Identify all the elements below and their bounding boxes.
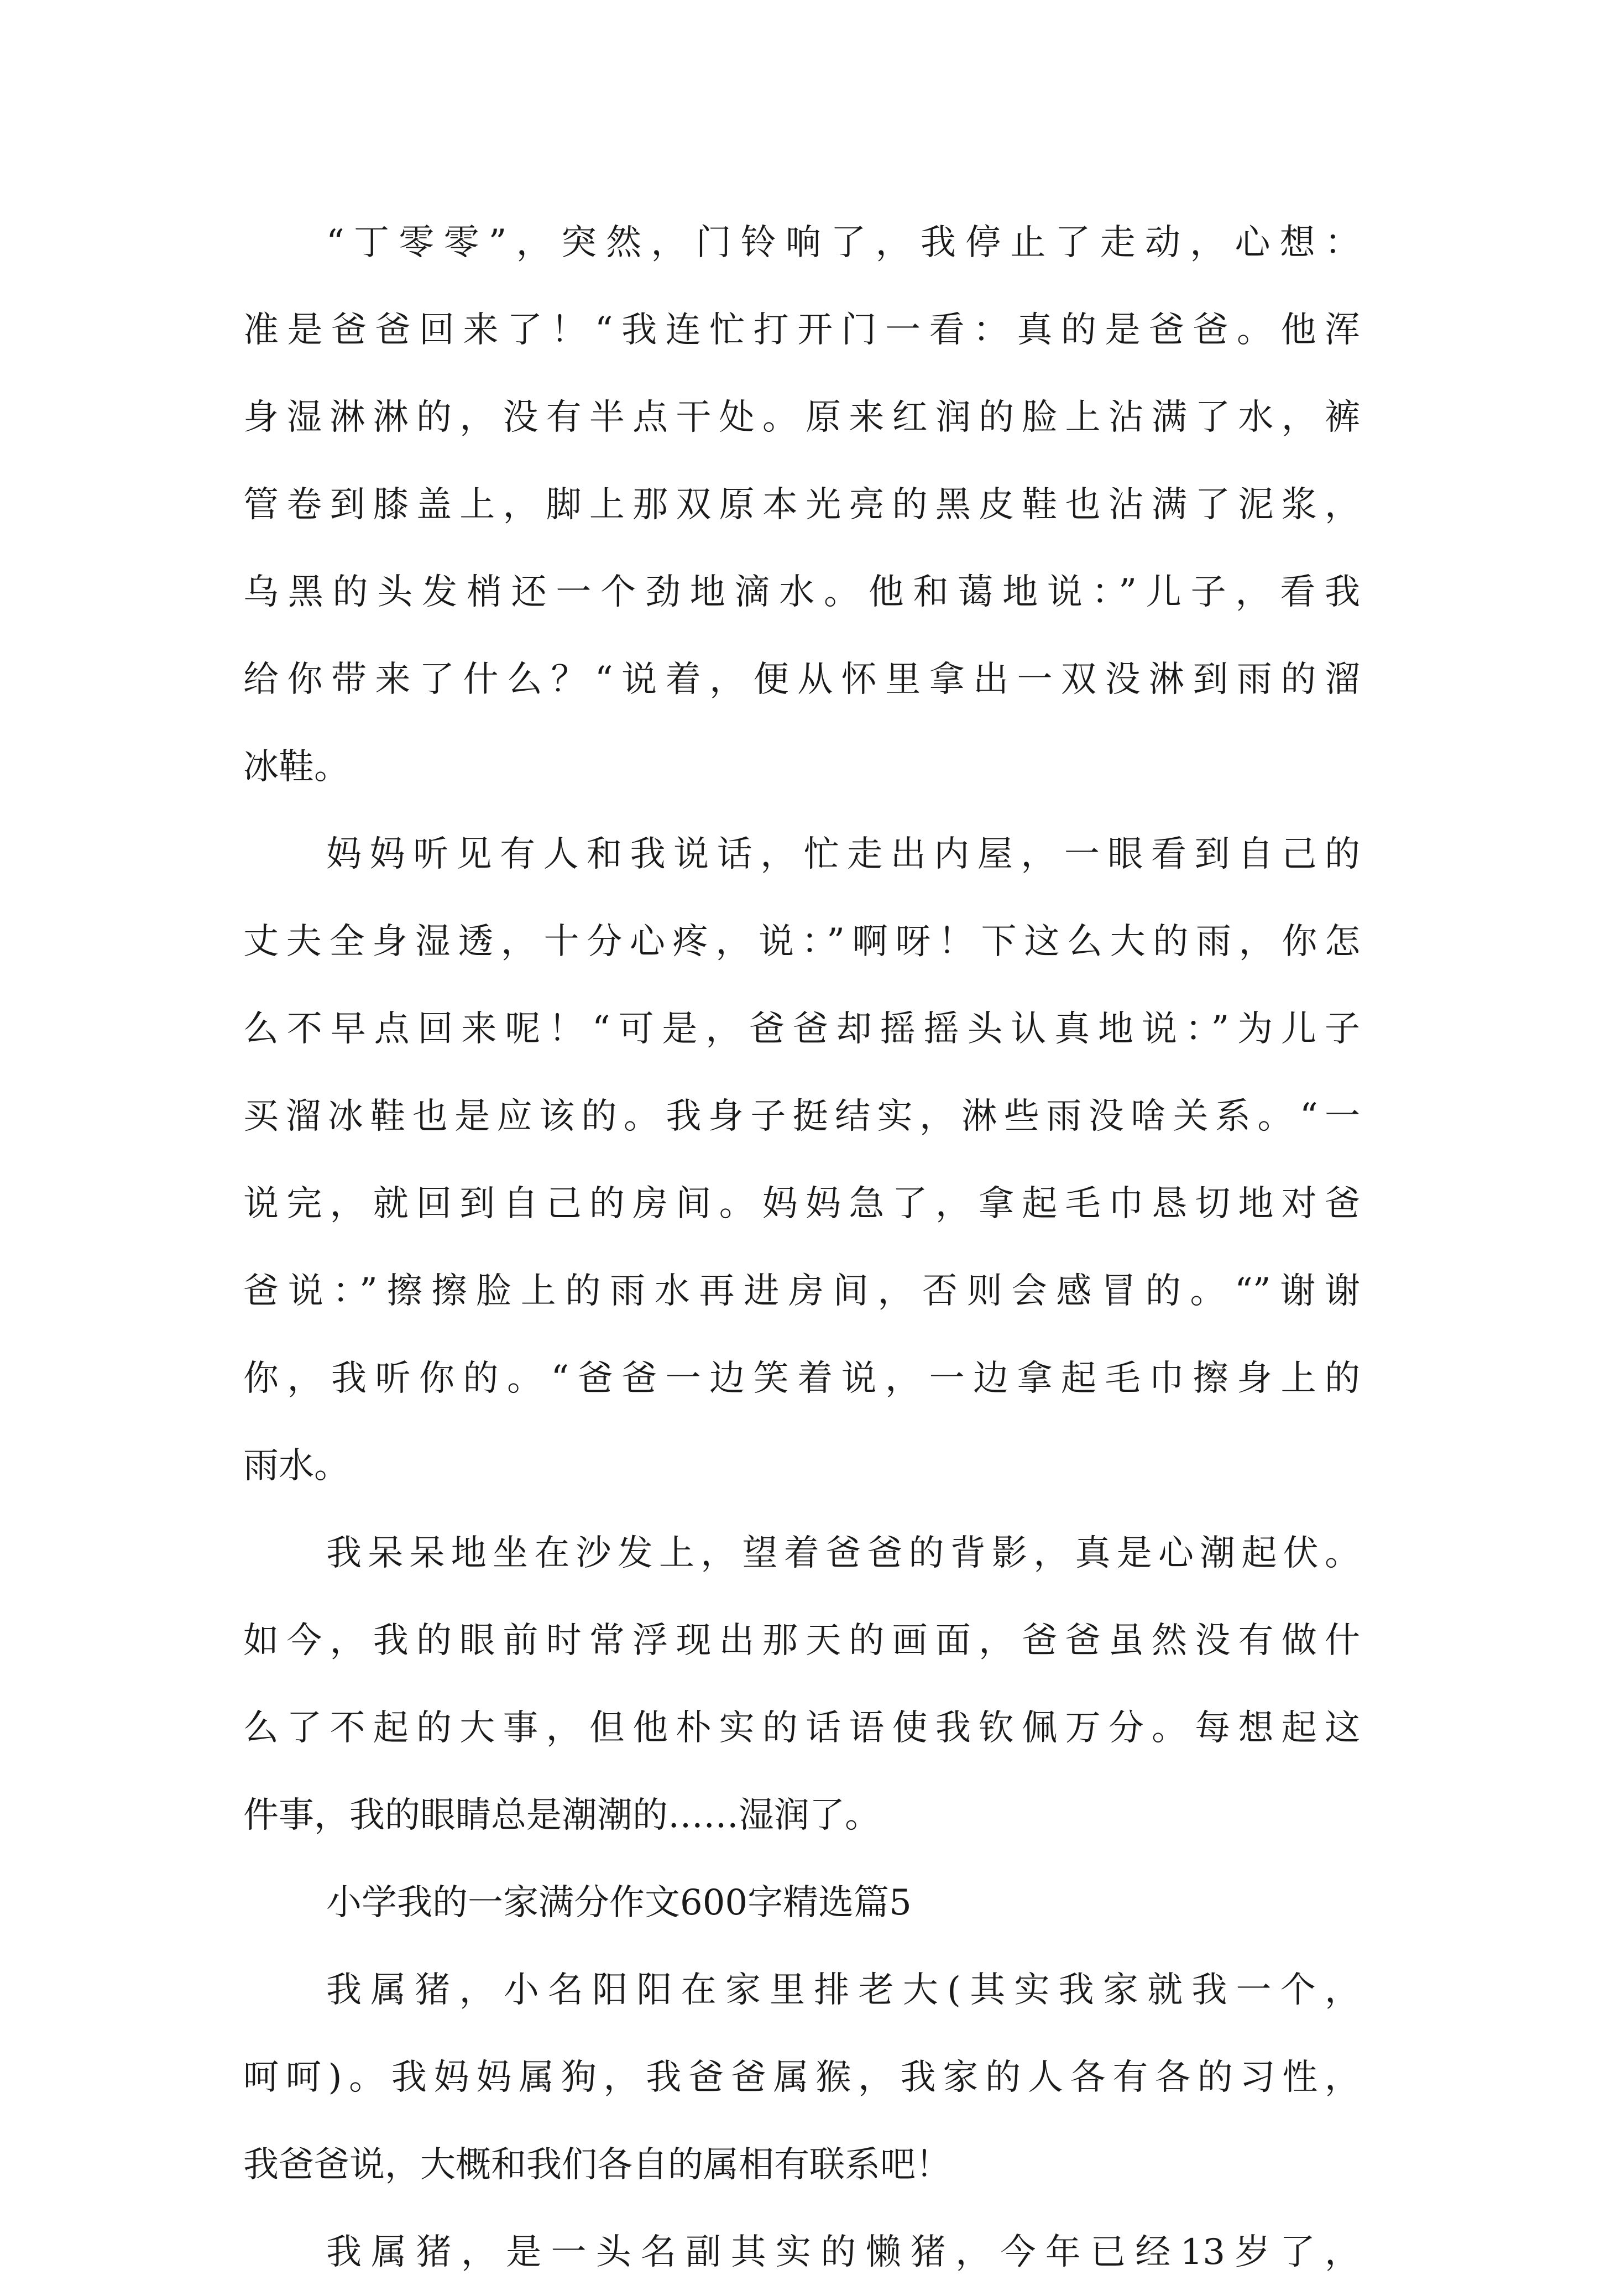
section-heading: 小学我的一家满分作文600字精选篇5 <box>326 1882 912 1923</box>
paragraph-3-line-2: 如今，我的眼前时常浮现出那天的画面，爸爸虽然没有做什 <box>243 1620 1360 1661</box>
paragraph-5-line-2: 呵呵)。我妈妈属狗，我爸爸属猴，我家的人各有各的习性， <box>243 2057 1360 2098</box>
paragraph-1-line-1: “丁零零”，突然，门铃响了，我停止了走动，心想： <box>326 222 1360 263</box>
paragraph-2-line-7: 你，我听你的。“爸爸一边笑着说，一边拿起毛巾擦身上的 <box>243 1358 1360 1399</box>
paragraph-1-line-7: 冰鞋。 <box>243 747 349 787</box>
paragraph-2-line-2: 丈夫全身湿透，十分心疼，说：”啊呀！下这么大的雨，你怎 <box>243 921 1360 962</box>
paragraph-2-line-5: 说完，就回到自己的房间。妈妈急了，拿起毛巾恳切地对爸 <box>243 1183 1360 1224</box>
paragraph-1-line-5: 乌黑的头发梢还一个劲地滴水。他和蔼地说：”儿子，看我 <box>243 572 1360 613</box>
paragraph-3-line-4: 件事，我的眼睛总是潮潮的……湿润了。 <box>243 1795 880 1836</box>
paragraph-2-line-4: 买溜冰鞋也是应该的。我身子挺结实，淋些雨没啥关系。“一 <box>243 1096 1360 1137</box>
paragraph-2-line-6: 爸说：”擦擦脸上的雨水再进房间，否则会感冒的。“”谢谢 <box>243 1271 1360 1312</box>
paragraph-2-line-8: 雨水。 <box>243 1446 349 1486</box>
paragraph-3-line-3: 么了不起的大事，但他朴实的话语使我钦佩万分。每想起这 <box>243 1708 1360 1749</box>
paragraph-6-line-1: 我属猪，是一头名副其实的懒猪，今年已经13岁了， <box>326 2232 1360 2273</box>
paragraph-1-line-3: 身湿淋淋的，没有半点干处。原来红润的脸上沾满了水，裤 <box>243 397 1360 438</box>
paragraph-3-line-1: 我呆呆地坐在沙发上，望着爸爸的背影，真是心潮起伏。 <box>326 1533 1360 1574</box>
paragraph-2-line-1: 妈妈听见有人和我说话，忙走出内屋，一眼看到自己的 <box>326 834 1360 875</box>
paragraph-1-line-4: 管卷到膝盖上，脚上那双原本光亮的黑皮鞋也沾满了泥浆， <box>243 484 1360 525</box>
paragraph-1-line-2: 准是爸爸回来了！“我连忙打开门一看：真的是爸爸。他浑 <box>243 310 1360 351</box>
paragraph-1-line-6: 给你带来了什么？“说着，便从怀里拿出一双没淋到雨的溜 <box>243 659 1360 700</box>
paragraph-5-line-3: 我爸爸说，大概和我们各自的属相有联系吧！ <box>243 2144 951 2185</box>
document-body <box>243 199 1360 2296</box>
paragraph-2-line-3: 么不早点回来呢！“可是，爸爸却摇摇头认真地说：”为儿子 <box>243 1009 1360 1050</box>
paragraph-5-line-1: 我属猪，小名阳阳在家里排老大(其实我家就我一个， <box>326 1970 1360 2011</box>
